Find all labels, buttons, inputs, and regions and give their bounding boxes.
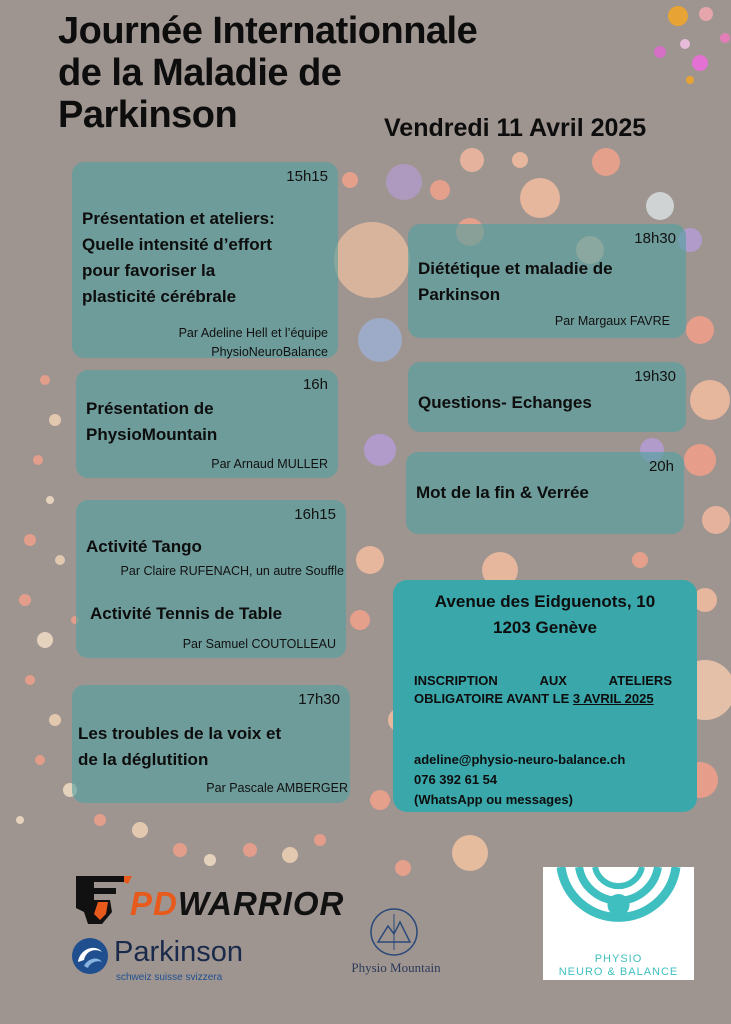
parkinson-schweiz-logo bbox=[70, 934, 270, 986]
inscription-notice bbox=[414, 672, 672, 708]
session-card-1930 bbox=[408, 362, 686, 432]
title-line: de la Maladie de bbox=[58, 52, 342, 94]
session-title bbox=[82, 206, 275, 310]
parkinson-swirl-icon bbox=[70, 936, 110, 976]
session-title: Activité Tennis de Table bbox=[90, 604, 283, 623]
neurobalance-line2: NEURO & BALANCE bbox=[558, 966, 679, 978]
session-card-1830 bbox=[408, 224, 686, 338]
speaker-line: PhysioNeuroBalance bbox=[211, 345, 328, 359]
session-title-line: PhysioMountain bbox=[86, 425, 218, 444]
session-speaker: Par Arnaud MULLER bbox=[211, 457, 328, 471]
session-speaker: Par Samuel COUTOLLEAU bbox=[182, 637, 336, 651]
session-card-20h bbox=[406, 452, 684, 534]
warrior-helmet-icon bbox=[72, 872, 134, 928]
session-title-line: Présentation de bbox=[86, 399, 214, 418]
session-title: Questions- Echanges bbox=[418, 393, 592, 412]
physiomountain-logo bbox=[336, 906, 456, 980]
pdwarrior-brand-pd: PD bbox=[130, 885, 178, 922]
session-time: 18h30 bbox=[634, 230, 676, 247]
session-title bbox=[78, 721, 281, 773]
event-date: Vendredi 11 Avril 2025 bbox=[384, 114, 647, 142]
session-title bbox=[86, 396, 217, 448]
session-title-line: Présentation et ateliers: bbox=[82, 209, 275, 228]
title-line: Parkinson bbox=[58, 94, 238, 136]
physiomountain-name: Physio Mountain bbox=[351, 960, 441, 975]
parkinson-name: Parkinson bbox=[114, 936, 243, 968]
neurobalance-line1: PHYSIO bbox=[594, 953, 643, 965]
session-speaker: Par Claire RUFENACH, un autre Souffle bbox=[120, 564, 344, 578]
session-time: 19h30 bbox=[634, 368, 676, 385]
session-card-1730 bbox=[72, 685, 350, 803]
session-title-line: Quelle intensité d’effort bbox=[82, 235, 272, 254]
session-speaker bbox=[179, 324, 328, 362]
contact-phone[interactable]: 076 392 61 54 bbox=[414, 772, 498, 787]
session-speaker: Par Margaux FAVRE bbox=[554, 314, 670, 328]
pdwarrior-logo bbox=[72, 872, 345, 928]
neurobalance-circles-icon bbox=[543, 867, 694, 947]
session-card-1515 bbox=[72, 162, 338, 358]
session-title: Activité Tango bbox=[86, 537, 202, 556]
parkinson-tagline: schweiz suisse svizzera bbox=[116, 972, 223, 983]
session-title-line: plasticité cérébrale bbox=[82, 287, 237, 306]
neurobalance-logo bbox=[543, 867, 694, 980]
session-time: 20h bbox=[648, 458, 674, 475]
address-line: 1203 Genève bbox=[493, 618, 597, 637]
session-title-line: Les troubles de la voix et bbox=[78, 724, 282, 743]
address-line: Avenue des Eidguenots, 10 bbox=[434, 592, 656, 611]
session-card-16h bbox=[76, 370, 338, 478]
session-title-line: Diététique et maladie de bbox=[418, 259, 613, 278]
inscription-text: INSCRIPTION AUX ATELIERS OBLIGATOIRE AVANT LE bbox=[414, 673, 672, 706]
title-line: Journée Internationnale bbox=[58, 10, 478, 52]
speaker-line: Par Adeline Hell et l’équipe bbox=[178, 326, 328, 340]
info-box bbox=[393, 580, 697, 812]
session-title-line: Parkinson bbox=[418, 285, 501, 304]
session-title-line: pour favoriser la bbox=[82, 261, 216, 280]
contact-phone-note: (WhatsApp ou messages) bbox=[414, 792, 573, 807]
session-title-line: de la déglutition bbox=[78, 750, 209, 769]
session-title: Mot de la fin & Verrée bbox=[416, 483, 589, 502]
contact-email[interactable]: adeline@physio-neuro-balance.ch bbox=[414, 752, 626, 767]
session-time: 17h30 bbox=[298, 691, 340, 708]
session-title bbox=[418, 256, 613, 308]
session-card-1615 bbox=[76, 500, 346, 658]
session-speaker: Par Pascale AMBERGER bbox=[206, 781, 348, 795]
mountain-emblem-icon bbox=[368, 906, 420, 958]
session-time: 15h15 bbox=[286, 168, 328, 185]
session-time: 16h15 bbox=[294, 506, 336, 523]
session-time: 16h bbox=[302, 376, 328, 393]
inscription-deadline: 3 AVRIL 2025 bbox=[572, 691, 654, 706]
pdwarrior-brand-warrior: WARRIOR bbox=[177, 885, 345, 922]
